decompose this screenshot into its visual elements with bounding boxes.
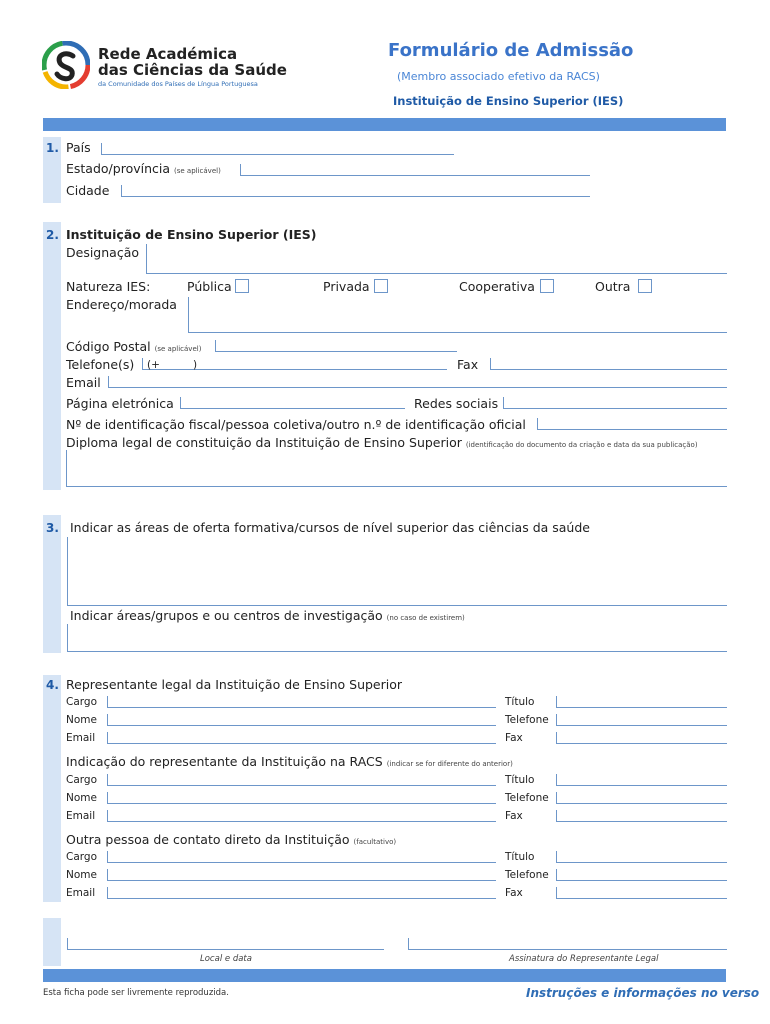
nif-label: Nº de identificação fiscal/pessoa coletiva/outro n.º de identificação oficial (66, 417, 526, 432)
redes-field[interactable] (503, 397, 727, 409)
pagina-field[interactable] (180, 397, 405, 409)
section3-sidebar (43, 515, 61, 653)
indicacao-cargo-label: Cargo (66, 774, 97, 786)
org-name-subtitle: da Comunidade dos Países de Língua Portuguesa (98, 80, 258, 88)
section3-number: 3. (46, 521, 59, 535)
outra-email-label: Email (66, 887, 96, 899)
section2-number: 2. (46, 228, 59, 242)
signature-caption: Assinatura do Representante Legal (509, 954, 659, 964)
section1-number: 1. (46, 141, 59, 155)
pagina-label: Página eletrónica (66, 396, 174, 411)
telefone-field[interactable] (142, 358, 447, 370)
rep-legal-nome-field[interactable] (107, 714, 496, 726)
local-data-field[interactable] (67, 938, 384, 950)
rep-legal-heading: Representante legal da Instituição de Ensino Superior (66, 677, 403, 692)
publica-checkbox[interactable] (235, 279, 249, 293)
rep-legal-telefone-label: Telefone (505, 714, 549, 726)
rep-legal-titulo-label: Título (505, 696, 535, 708)
endereco-label: Endereço/morada (66, 297, 177, 312)
designacao-field[interactable] (146, 244, 727, 274)
indicacao-heading: Indicação do representante da Instituição na RACS (indicar se for diferente do anterior) (66, 754, 513, 769)
opt-publica-label: Pública (187, 279, 232, 294)
indicacao-telefone-label: Telefone (505, 792, 549, 804)
codigo-postal-field[interactable] (215, 340, 457, 352)
outra-titulo-label: Título (505, 851, 535, 863)
outra-fax-label: Fax (505, 887, 523, 899)
outra-telefone-label: Telefone (505, 869, 549, 881)
endereco-field[interactable] (188, 297, 727, 333)
rep-legal-titulo-field[interactable] (556, 696, 727, 708)
section4-sidebar (43, 675, 61, 902)
rep-legal-fax-field[interactable] (556, 732, 727, 744)
email-field[interactable] (108, 376, 727, 388)
investigacao-field[interactable] (67, 624, 727, 652)
indicacao-fax-label: Fax (505, 810, 523, 822)
racs-logo (42, 41, 90, 89)
privada-checkbox[interactable] (374, 279, 388, 293)
fax-label: Fax (457, 357, 479, 372)
nif-field[interactable] (537, 418, 727, 430)
indicacao-titulo-field[interactable] (556, 774, 727, 786)
telefone-label: Telefone(s) (66, 357, 135, 372)
indicacao-fax-field[interactable] (556, 810, 727, 822)
opt-privada-label: Privada (323, 279, 370, 294)
cooperativa-checkbox[interactable] (540, 279, 554, 293)
local-data-caption: Local e data (200, 954, 252, 964)
indicacao-nome-label: Nome (66, 792, 97, 804)
outra-email-field[interactable] (107, 887, 496, 899)
areas-label: Indicar as áreas de oferta formativa/cursos de nível superior das ciências da saúde (70, 520, 590, 535)
outra-cargo-label: Cargo (66, 851, 97, 863)
indicacao-email-field[interactable] (107, 810, 496, 822)
cidade-label: Cidade (66, 183, 110, 198)
areas-field[interactable] (67, 537, 727, 606)
institution-type: Instituição de Ensino Superior (IES) (393, 94, 624, 108)
rep-legal-fax-label: Fax (505, 732, 523, 744)
outra-telefone-field[interactable] (556, 869, 727, 881)
rep-legal-nome-label: Nome (66, 714, 97, 726)
racs-logo-icon (42, 41, 90, 89)
form-title: Formulário de Admissão (388, 40, 634, 61)
org-name-line1: Rede Académica (98, 45, 238, 63)
signature-field[interactable] (408, 938, 727, 950)
codigo-postal-label: Código Postal (se aplicável) (66, 339, 202, 354)
indicacao-nome-field[interactable] (107, 792, 496, 804)
fax-field[interactable] (490, 358, 727, 370)
org-name-line2: das Ciências da Saúde (98, 61, 287, 79)
instructions-link[interactable]: Instruções e informações no verso (526, 986, 760, 1000)
estado-field[interactable] (240, 164, 590, 176)
footer-band (43, 969, 726, 982)
pais-label: País (66, 140, 91, 155)
email-label: Email (66, 375, 101, 390)
diploma-label: Diploma legal de constituição da Instituição de Ensino Superior (identificação do documento da criação e data da sua publicação) (66, 435, 698, 450)
outra-titulo-field[interactable] (556, 851, 727, 863)
section2-sidebar (43, 222, 61, 490)
telefone-prefix: (+ (147, 359, 160, 371)
section2-heading: Instituição de Ensino Superior (IES) (66, 227, 317, 242)
cidade-field[interactable] (121, 185, 590, 197)
section4-number: 4. (46, 678, 59, 692)
natureza-label: Natureza IES: (66, 279, 151, 294)
telefone-prefix-close: ) (193, 359, 198, 371)
outra-fax-field[interactable] (556, 887, 727, 899)
form-subtitle: (Membro associado efetivo da RACS) (397, 70, 600, 83)
opt-outra-label: Outra (595, 279, 631, 294)
opt-cooperativa-label: Cooperativa (459, 279, 535, 294)
rep-legal-cargo-label: Cargo (66, 696, 97, 708)
rep-legal-email-label: Email (66, 732, 96, 744)
rep-legal-email-field[interactable] (107, 732, 496, 744)
outra-pessoa-heading: Outra pessoa de contato direto da Instituição (facultativo) (66, 832, 397, 847)
outra-checkbox[interactable] (638, 279, 652, 293)
indicacao-cargo-field[interactable] (107, 774, 496, 786)
outra-nome-field[interactable] (107, 869, 496, 881)
pais-field[interactable] (101, 143, 454, 155)
indicacao-telefone-field[interactable] (556, 792, 727, 804)
footer-note: Esta ficha pode ser livremente reproduzida. (43, 988, 229, 998)
estado-label: Estado/província (se aplicável) (66, 161, 221, 176)
rep-legal-telefone-field[interactable] (556, 714, 727, 726)
redes-label: Redes sociais (414, 396, 499, 411)
outra-cargo-field[interactable] (107, 851, 496, 863)
signature-sidebar (43, 918, 61, 966)
outra-nome-label: Nome (66, 869, 97, 881)
indicacao-email-label: Email (66, 810, 96, 822)
rep-legal-cargo-field[interactable] (107, 696, 496, 708)
designacao-label: Designação (66, 245, 139, 260)
investigacao-label: Indicar áreas/grupos e ou centros de investigação (no caso de existirem) (70, 608, 465, 623)
diploma-field[interactable] (66, 450, 727, 487)
header-band (43, 118, 726, 131)
indicacao-titulo-label: Título (505, 774, 535, 786)
